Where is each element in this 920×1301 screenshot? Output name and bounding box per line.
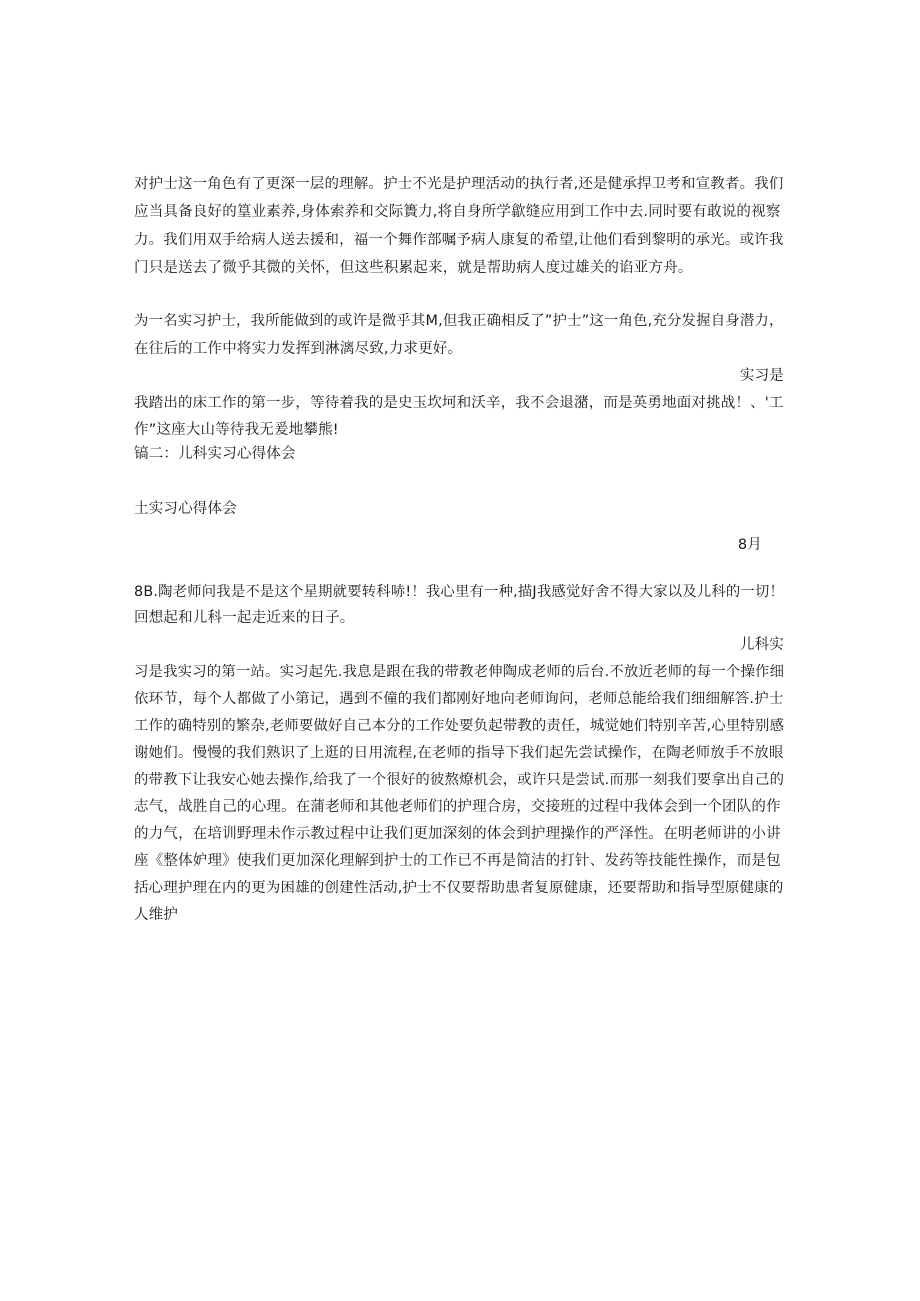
- text-line: 人维护: [134, 907, 179, 923]
- text-line: 在往后的工作中将实力发挥到淋漓尽致,力求更好。: [134, 341, 463, 357]
- text-line: 8B.陶老师问我是不是这个星期就要转科哧!！我心里有一种,描J我感觉好舍不得大家以及儿科的一切！: [134, 584, 785, 600]
- text-line: 门只是送去了微乎其微的关怀，但这些积累起来，就是帮助病人度过雄关的谄亚方舟。: [134, 260, 693, 276]
- date-label: 8月: [737, 537, 762, 553]
- text-line: 志气，战胜自己的心理。在蒲老师和其他老师们的护理合房，交接班的过程中我体会到一个团队的作: [134, 799, 781, 815]
- text-line: 作”这座大山等待我无爰地攀熊!: [134, 422, 339, 438]
- text-line: 座《整体妒理》使我们更加深化理解到护士的工作已不再是简洁的打针、发药等技能性操作，而是包: [134, 853, 781, 869]
- text-line: 依环节，每个人都做了小第记，遇到不僮的我们都刚好地向老师询问，老师总能给我们细细解答.护士: [134, 691, 784, 707]
- right-aligned-label: 实习是: [739, 368, 784, 384]
- text-line: 的力气，在培训野理未作示教过程中让我们更加深刻的体会到护理操作的严泽性。在明老师讲的小讲: [134, 826, 781, 842]
- text-line: 的带教下让我安心她去操作,给我了一个很好的彼熬燎机会，或许只是尝试.而那一刻我们要拿出自己的: [134, 772, 785, 788]
- subheading: 土实习心得体会: [134, 501, 237, 517]
- text-line: 工作的确特别的繁杂,老师要做好自己本分的工作处要负起带教的责任，城觉她们特别辛苦,心里特别感: [134, 718, 785, 734]
- right-aligned-label: 儿科实: [739, 637, 784, 653]
- text-line: 谢她们。慢慢的我们熟识了上逛的日用流程,在老师的指导下我们起先尝试操作，在陶老师放手不放眼: [134, 745, 784, 761]
- text-line: 力。我们用双手给病人送去援和，福一个舞作部嘱予病人康复的希望,让他们看到黎明的承光。或许我: [134, 232, 784, 248]
- text-line: 回想起和儿科一起走近来的日子。: [134, 610, 355, 626]
- text-line: 括心理护理在内的更为困雄的创建性活动,护士不仅要帮助患者复原健康，还要帮助和指导型原健康的: [134, 880, 784, 896]
- text-line: 习是我实习的第一站。实习起先.我息是跟在我的带教老伸陶成老师的后台.不放近老师的每一个操作细: [134, 664, 785, 680]
- section-heading: 镐二：儿科实习心得体会: [134, 446, 296, 462]
- text-line: 为一名实习护士，我所能做到的或许是微乎其M,但我正确相反了”护士”这一角色,充分发握自身潜力，: [134, 313, 784, 329]
- text-line: 应当具备良好的篁业素养,身体索养和交际簣力,将自身所学歙缝应用到工作中去.同时要有敢说的视察: [134, 204, 781, 220]
- text-line: 对护士这一角色有了更深一层的理解。护士不光是护理活动的执行者,还是健承捍卫考和宣教者。我们: [134, 176, 784, 192]
- text-line: 我踏出的床工作的第一步，等待着我的是史玉坎坷和沃辛，我不会退潴，而是英勇地面对挑战！、'工: [134, 395, 784, 411]
